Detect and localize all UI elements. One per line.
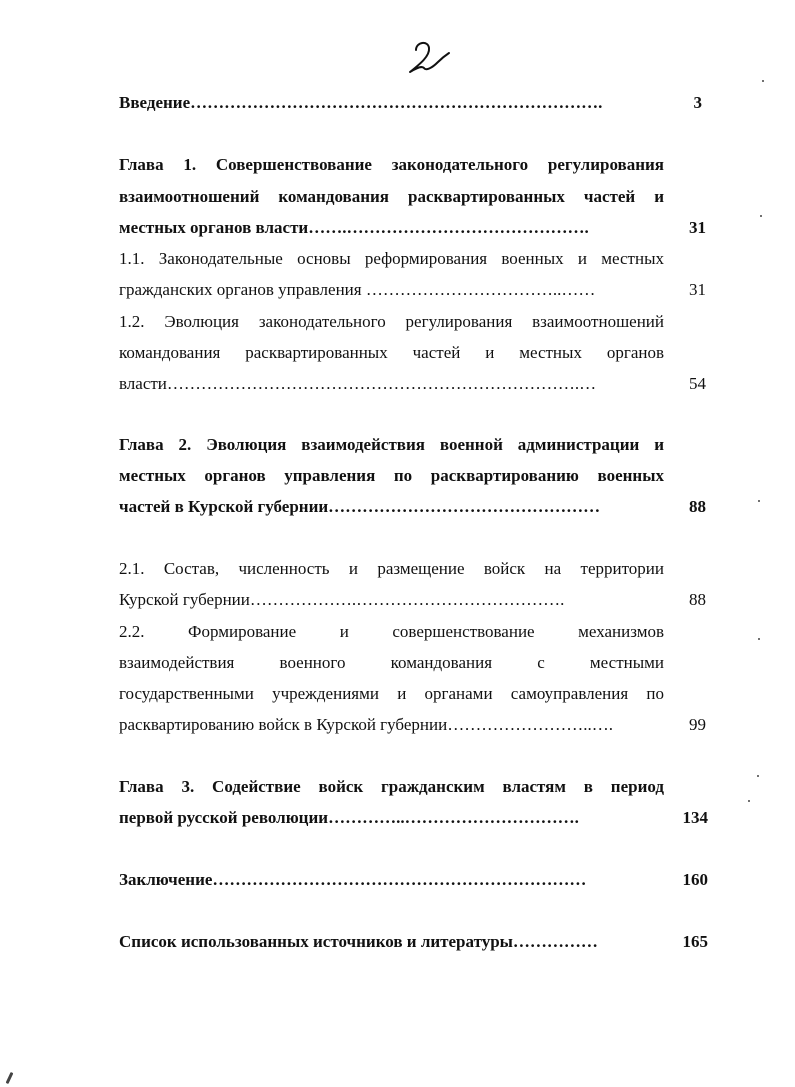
toc-section1-1-line2: гражданских органов управления ……………………………..……: [119, 280, 596, 299]
toc-intro-title: Введение……………………………………………………………….: [119, 93, 603, 112]
toc-references-page: 165: [682, 932, 708, 951]
scan-speck: [757, 775, 759, 777]
scan-speck: [762, 80, 764, 82]
toc-conclusion-page: 160: [682, 870, 708, 889]
toc-chapter2-line3: частей в Курской губернии…………………………………………: [119, 497, 601, 516]
toc-section1-2-line1: 1.2. Эволюция законодательного регулирования взаимоотношений: [119, 312, 664, 331]
toc-chapter1-page: 31: [689, 218, 706, 237]
toc-chapter1-line1: Глава 1. Совершенствование законодательного регулирования: [119, 155, 664, 174]
scan-speck: [748, 800, 750, 802]
toc-section2-2-page: 99: [689, 715, 706, 734]
toc-chapter1-line3: местных органов власти…….…………………………………….: [119, 218, 589, 237]
toc-chapter3-line2: первой русской революции…………..………………………….: [119, 808, 579, 827]
toc-section2-1-page: 88: [689, 590, 706, 609]
toc-conclusion-title: Заключение…………………………………………………………: [119, 870, 587, 889]
toc-chapter2-line2: местных органов управления по расквартированию военных: [119, 466, 664, 485]
toc-chapter1-line2: взаимоотношений командования расквартированных частей и: [119, 187, 664, 206]
toc-section2-2-line2: взаимодействия военного командования с местными: [119, 653, 664, 672]
toc-section2-2-line3: государственными учреждениями и органами самоуправления по: [119, 684, 664, 703]
toc-chapter3-line1: Глава 3. Содействие войск гражданским властям в период: [119, 777, 664, 796]
toc-section2-1-line2: Курской губернии……………….……………………………….: [119, 590, 565, 609]
toc-section1-2-line2: командования расквартированных частей и местных органов: [119, 343, 664, 362]
toc-section2-1-line1: 2.1. Состав, численность и размещение войск на территории: [119, 559, 664, 578]
toc-chapter2-page: 88: [689, 497, 706, 516]
toc-references-title: Список использованных источников и литературы……………: [119, 932, 598, 951]
toc-section2-2-line1: 2.2. Формирование и совершенствование механизмов: [119, 622, 664, 641]
toc-section1-2-line3: власти……………………………………………………………….…: [119, 374, 597, 393]
toc-section1-2-page: 54: [689, 374, 706, 393]
toc-section1-1-page: 31: [689, 280, 706, 299]
scan-speck: [758, 500, 760, 502]
toc-section1-1-line1: 1.1. Законодательные основы реформирования военных и местных: [119, 249, 664, 268]
scan-speck: [758, 638, 760, 640]
scan-speck: [760, 215, 762, 217]
toc-chapter3-page: 134: [682, 808, 708, 827]
toc-intro-page: 3: [693, 93, 702, 112]
toc-chapter2-line1: Глава 2. Эволюция взаимодействия военной администрации и: [119, 435, 664, 454]
toc-section2-2-line4: расквартированию войск в Курской губернии……………………..….: [119, 715, 613, 734]
